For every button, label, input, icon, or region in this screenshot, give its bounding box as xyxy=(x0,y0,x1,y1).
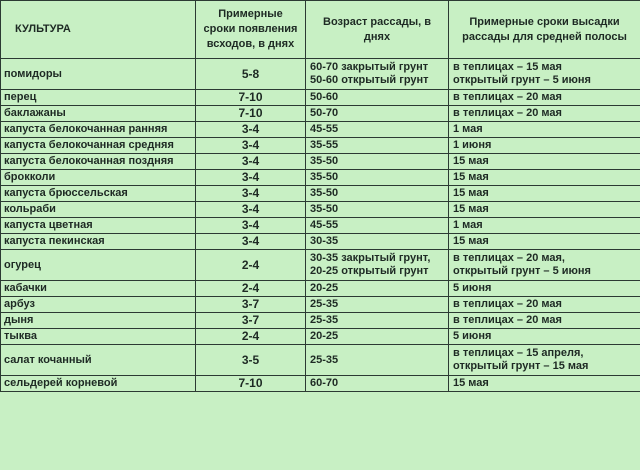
header-days xyxy=(196,1,306,59)
table-row xyxy=(1,106,640,122)
cell-days: 3-4 xyxy=(196,218,306,234)
cell-planting xyxy=(449,186,640,202)
cell-age xyxy=(306,376,449,392)
cell-crop: баклажаны xyxy=(1,106,196,122)
table-body xyxy=(1,59,640,392)
cell-planting-line: в теплицах – 20 мая, xyxy=(453,252,565,264)
cell-age-line: 25-35 xyxy=(310,353,339,366)
cell-age xyxy=(306,250,449,281)
cell-age-line: 35-50 xyxy=(310,171,339,183)
header-days-line: Примерные xyxy=(218,8,283,20)
cell-days: 3-7 xyxy=(196,297,306,313)
cell-age xyxy=(306,218,449,234)
table-row xyxy=(1,329,640,345)
cell-planting-line: 5 июня xyxy=(453,282,492,294)
cell-age xyxy=(306,234,449,250)
cell-planting xyxy=(449,218,640,234)
cell-crop: кабачки xyxy=(1,281,196,297)
header-days-line: сроки появления xyxy=(203,23,298,35)
cell-planting-line: в теплицах – 20 мая xyxy=(453,314,562,326)
cell-planting xyxy=(449,234,640,250)
cell-crop: перец xyxy=(1,90,196,106)
cell-days: 3-4 xyxy=(196,138,306,154)
cell-planting xyxy=(449,345,640,376)
cell-planting xyxy=(449,122,640,138)
cell-age xyxy=(306,106,449,122)
cell-days: 2-4 xyxy=(196,281,306,297)
cell-planting xyxy=(449,313,640,329)
cell-planting-line: 15 мая xyxy=(453,377,489,389)
header-age-line: днях xyxy=(363,30,391,43)
cell-age xyxy=(306,138,449,154)
table-row xyxy=(1,122,640,138)
cell-age xyxy=(306,345,449,376)
table-row xyxy=(1,202,640,218)
cell-planting xyxy=(449,376,640,392)
table-row xyxy=(1,170,640,186)
table-row xyxy=(1,138,640,154)
table-row xyxy=(1,154,640,170)
cell-crop: огурец xyxy=(1,250,196,281)
header-age xyxy=(306,1,449,59)
cell-crop: капуста белокочанная ранняя xyxy=(1,122,196,138)
cell-planting-line: в теплицах – 20 мая xyxy=(453,107,562,119)
cell-age-line: 35-50 xyxy=(310,155,339,167)
cell-age xyxy=(306,186,449,202)
header-crop: КУЛЬТУРА xyxy=(1,1,196,59)
header-days-line: всходов, в днях xyxy=(206,38,295,50)
cell-days: 3-4 xyxy=(196,154,306,170)
cell-age xyxy=(306,90,449,106)
cell-age xyxy=(306,122,449,138)
cell-crop: кольраби xyxy=(1,202,196,218)
cell-days: 3-4 xyxy=(196,170,306,186)
cell-age-line: 60-70 xyxy=(310,377,339,389)
cell-age xyxy=(306,59,449,90)
cell-planting xyxy=(449,250,640,281)
cell-planting-line: в теплицах – 20 мая xyxy=(453,298,562,310)
cell-planting-line: 1 июня xyxy=(453,139,492,151)
cell-planting-line: открытый грунт – 5 июня xyxy=(453,74,591,86)
cell-age-line: 25-35 xyxy=(310,298,339,310)
cell-age-line: 50-70 xyxy=(310,107,339,119)
table-row xyxy=(1,313,640,329)
cell-crop: капуста пекинская xyxy=(1,234,196,250)
cell-age-line: 45-55 xyxy=(310,219,339,231)
cell-age-line: 35-50 xyxy=(310,187,339,199)
cell-days: 7-10 xyxy=(196,106,306,122)
cell-days: 3-5 xyxy=(196,345,306,376)
table-row xyxy=(1,234,640,250)
cell-days: 3-4 xyxy=(196,122,306,138)
table-row xyxy=(1,345,640,376)
cell-age-line: 35-50 xyxy=(310,203,339,215)
table-row xyxy=(1,297,640,313)
cell-crop: сельдерей корневой xyxy=(1,376,196,392)
cell-crop: капуста белокочанная средняя xyxy=(1,138,196,154)
cell-planting-line: 1 мая xyxy=(453,219,483,231)
cell-crop: салат кочанный xyxy=(1,345,196,376)
cell-age-line: 30-35 закрытый грунт, xyxy=(310,252,431,264)
cell-age-line: 30-35 xyxy=(310,235,339,247)
header-row xyxy=(1,1,640,59)
cell-planting-line: открытый грунт – 5 июня xyxy=(453,265,591,277)
cell-age-line: 20-25 открытый грунт xyxy=(310,265,429,277)
cell-planting-line: открытый грунт – 15 мая xyxy=(453,360,589,372)
cell-planting xyxy=(449,329,640,345)
cell-planting-line: 15 мая xyxy=(453,235,489,247)
cell-age xyxy=(306,154,449,170)
cell-planting xyxy=(449,138,640,154)
cell-crop: дыня xyxy=(1,313,196,329)
table-row xyxy=(1,281,640,297)
cell-planting-line: в теплицах – 15 апреля, xyxy=(453,347,584,359)
cell-age xyxy=(306,281,449,297)
cell-age-line: 20-25 xyxy=(310,330,339,342)
cell-crop: капуста белокочанная поздняя xyxy=(1,154,196,170)
cell-age xyxy=(306,170,449,186)
cell-planting xyxy=(449,297,640,313)
cell-age xyxy=(306,329,449,345)
cell-days: 5-8 xyxy=(196,59,306,90)
cell-planting xyxy=(449,170,640,186)
cell-planting-line: 15 мая xyxy=(453,155,489,167)
header-planting-line: рассады для средней полосы xyxy=(462,30,627,43)
cell-crop: помидоры xyxy=(1,59,196,90)
cell-days: 3-4 xyxy=(196,186,306,202)
cell-planting xyxy=(449,59,640,90)
cell-planting-line: 15 мая xyxy=(453,171,489,183)
cell-days: 3-7 xyxy=(196,313,306,329)
table-header xyxy=(1,1,640,59)
cell-days: 3-4 xyxy=(196,202,306,218)
table-row xyxy=(1,218,640,234)
table-row xyxy=(1,90,640,106)
cell-planting-line: 15 мая xyxy=(453,203,489,215)
cell-planting-line: 5 июня xyxy=(453,330,492,342)
table-row xyxy=(1,376,640,392)
cell-planting-line: в теплицах – 20 мая xyxy=(453,91,562,103)
cell-age-line: 50-60 xyxy=(310,91,339,103)
cell-days: 7-10 xyxy=(196,376,306,392)
cell-planting xyxy=(449,281,640,297)
cell-days: 2-4 xyxy=(196,250,306,281)
cell-planting-line: 15 мая xyxy=(453,187,489,199)
cell-days: 3-4 xyxy=(196,234,306,250)
cell-planting-line: 1 мая xyxy=(453,123,483,135)
table-row xyxy=(1,59,640,90)
cell-age xyxy=(306,202,449,218)
cell-crop: тыква xyxy=(1,329,196,345)
cell-planting xyxy=(449,90,640,106)
cell-crop: брокколи xyxy=(1,170,196,186)
cell-planting xyxy=(449,202,640,218)
cell-age-line: 60-70 закрытый грунт xyxy=(310,61,429,73)
cell-crop: арбуз xyxy=(1,297,196,313)
cell-planting xyxy=(449,154,640,170)
cell-age-line: 25-35 xyxy=(310,314,339,326)
cell-age-line: 20-25 xyxy=(310,282,339,294)
cell-crop: капуста цветная xyxy=(1,218,196,234)
header-planting xyxy=(449,1,640,59)
cell-age xyxy=(306,313,449,329)
cell-age xyxy=(306,297,449,313)
cell-age-line: 45-55 xyxy=(310,123,339,135)
table-row xyxy=(1,250,640,281)
cell-days: 2-4 xyxy=(196,329,306,345)
cell-planting xyxy=(449,106,640,122)
cell-age-line: 35-55 xyxy=(310,139,339,151)
cell-planting-line: в теплицах – 15 мая xyxy=(453,61,562,73)
header-age-line: Возраст рассады, в xyxy=(323,15,431,28)
cell-age-line: 50-60 открытый грунт xyxy=(310,74,429,86)
cell-days: 7-10 xyxy=(196,90,306,106)
header-planting-line: Примерные сроки высадки xyxy=(469,15,620,28)
cell-crop: капуста брюссельская xyxy=(1,186,196,202)
table-row xyxy=(1,186,640,202)
